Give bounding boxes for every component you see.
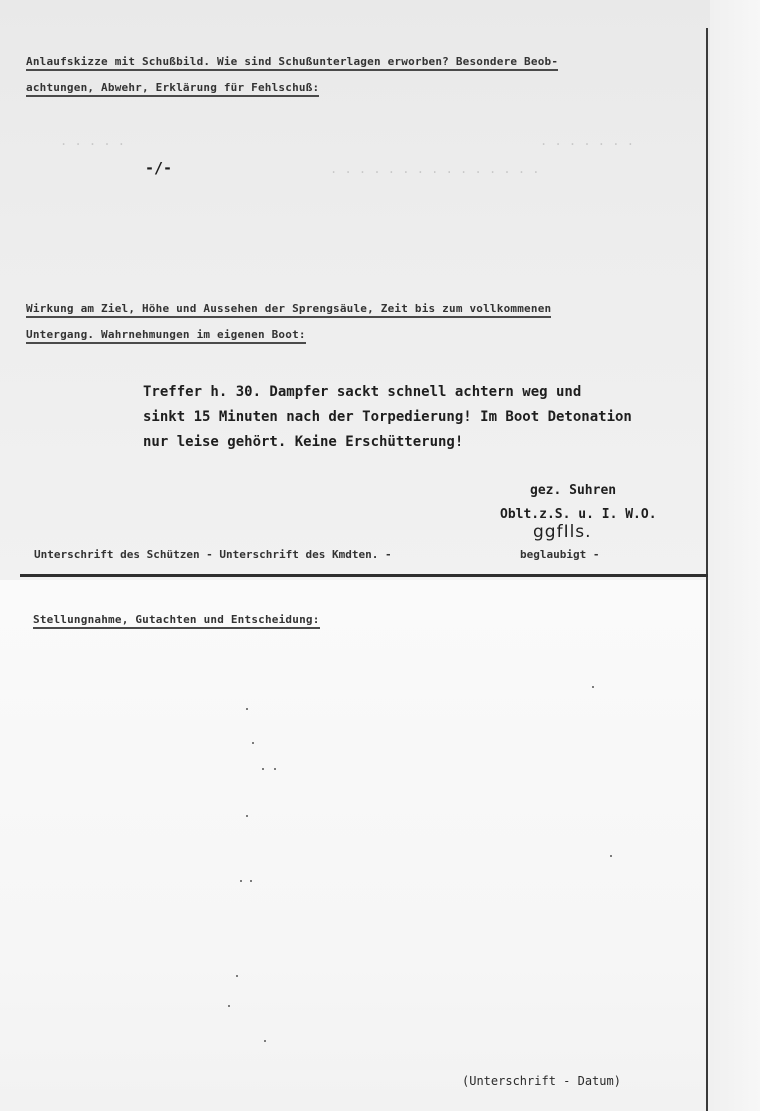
section-1-label-line-1: Anlaufskizze mit Schußbild. Wie sind Schußunterlagen erworben? Besondere Beob-	[26, 51, 558, 72]
form-border-vertical	[706, 28, 708, 1111]
speck	[262, 768, 264, 770]
signature-caption: Unterschrift des Schützen - Unterschrift des Kmdten. -	[34, 548, 392, 561]
bleed-through-text: . . . . . . . . . . . . . . .	[330, 162, 540, 176]
certified-label: beglaubigt -	[520, 548, 600, 561]
speck	[240, 880, 242, 882]
effect-report-line-2: sinkt 15 Minuten nach der Torpedierung! Im Boot Detonation	[143, 409, 632, 425]
bleed-through-text: . . . . . . .	[540, 134, 634, 148]
bleed-through-text: . . . . .	[60, 134, 126, 148]
section-2-label-line-1: Wirkung am Ziel, Höhe und Aussehen der Sprengsäule, Zeit bis zum vollkommenen	[26, 298, 551, 319]
speck	[236, 975, 238, 977]
section-2-label-line-2: Untergang. Wahrnehmungen im eigenen Boot:	[26, 324, 306, 345]
speck	[610, 855, 612, 857]
speck	[264, 1040, 266, 1042]
signature-date-caption: (Unterschrift - Datum)	[462, 1074, 621, 1088]
section-1-entry: -/-	[145, 159, 173, 177]
lower-form-area	[0, 580, 710, 1111]
speck	[250, 880, 252, 882]
signer-rank: Oblt.z.S. u. I. W.O.	[500, 507, 657, 522]
effect-report-line-3: nur leise gehört. Keine Erschütterung!	[143, 434, 464, 450]
speck	[246, 708, 248, 710]
speck	[274, 768, 276, 770]
page-margin	[710, 0, 760, 1111]
section-1-label-line-2: achtungen, Abwehr, Erklärung für Fehlschuß:	[26, 77, 319, 98]
section-3-label: Stellungnahme, Gutachten und Entscheidung:	[33, 609, 320, 630]
signed-name: gez. Suhren	[530, 483, 617, 498]
effect-report-line-1: Treffer h. 30. Dampfer sackt schnell achtern weg und	[143, 384, 582, 400]
handwritten-initials: ggfIls.	[533, 522, 592, 542]
section-divider	[20, 574, 708, 577]
speck	[228, 1005, 230, 1007]
speck	[252, 742, 254, 744]
speck	[592, 686, 594, 688]
speck	[246, 815, 248, 817]
